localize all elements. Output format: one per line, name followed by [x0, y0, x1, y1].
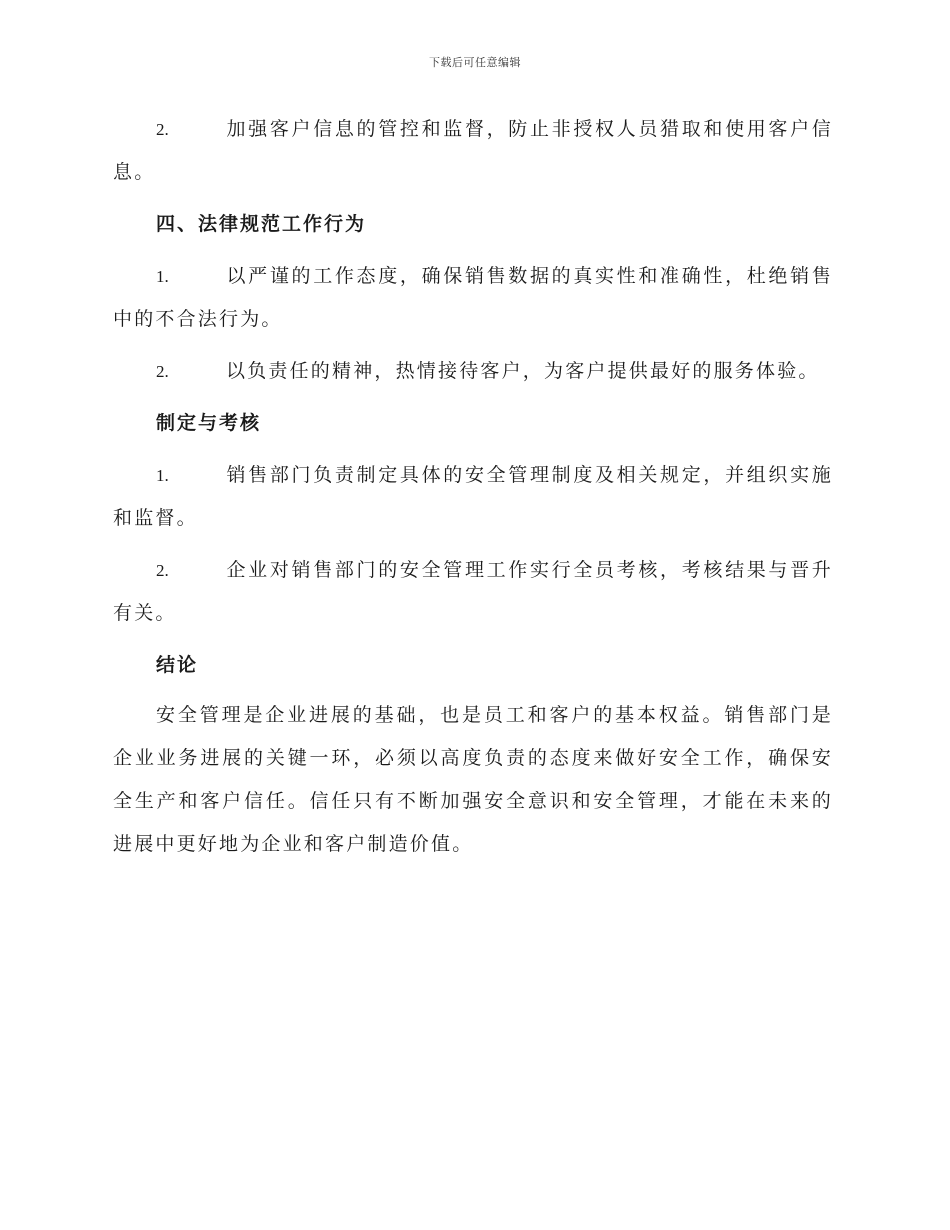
list-item-number: 2. [156, 120, 169, 139]
list-item-number: 1. [156, 267, 169, 286]
header-note: 下载后可任意编辑 [429, 56, 521, 69]
list-item-number: 1. [156, 466, 169, 485]
list-item [113, 350, 833, 393]
section-heading: 制定与考核 [156, 412, 262, 434]
list-item-number: 2. [156, 362, 169, 381]
section-heading: 四、法律规范工作行为 [156, 213, 367, 235]
document-body [113, 108, 833, 875]
section-heading: 结论 [156, 654, 199, 676]
list-item-text: 企业对销售部门的安全管理工作实行全员考核，考核结果与晋升有关。 [113, 559, 833, 624]
list-item-text: 以负责任的精神，热情接待客户，为客户提供最好的服务体验。 [226, 360, 820, 382]
list-item-text: 销售部门负责制定具体的安全管理制度及相关规定，并组织实施和监督。 [113, 464, 833, 529]
list-item-number: 2. [156, 561, 169, 580]
conclusion-paragraph: 安全管理是企业进展的基础，也是员工和客户的基本权益。销售部门是企业业务进展的关键一环，必须以高度负责的态度来做好安全工作，确保安全生产和客户信任。信任只有不断加强安全意识和安全管理，才能在未来的进展中更好地为企业和客户制造价值。 [113, 704, 833, 855]
list-item-text: 以严谨的工作态度，确保销售数据的真实性和准确性，杜绝销售中的不合法行为。 [113, 265, 833, 330]
list-item [113, 549, 833, 635]
list-item-text: 加强客户信息的管控和监督，防止非授权人员猎取和使用客户信息。 [113, 118, 833, 183]
list-item [113, 255, 833, 341]
list-item [113, 454, 833, 540]
list-item [113, 108, 833, 194]
